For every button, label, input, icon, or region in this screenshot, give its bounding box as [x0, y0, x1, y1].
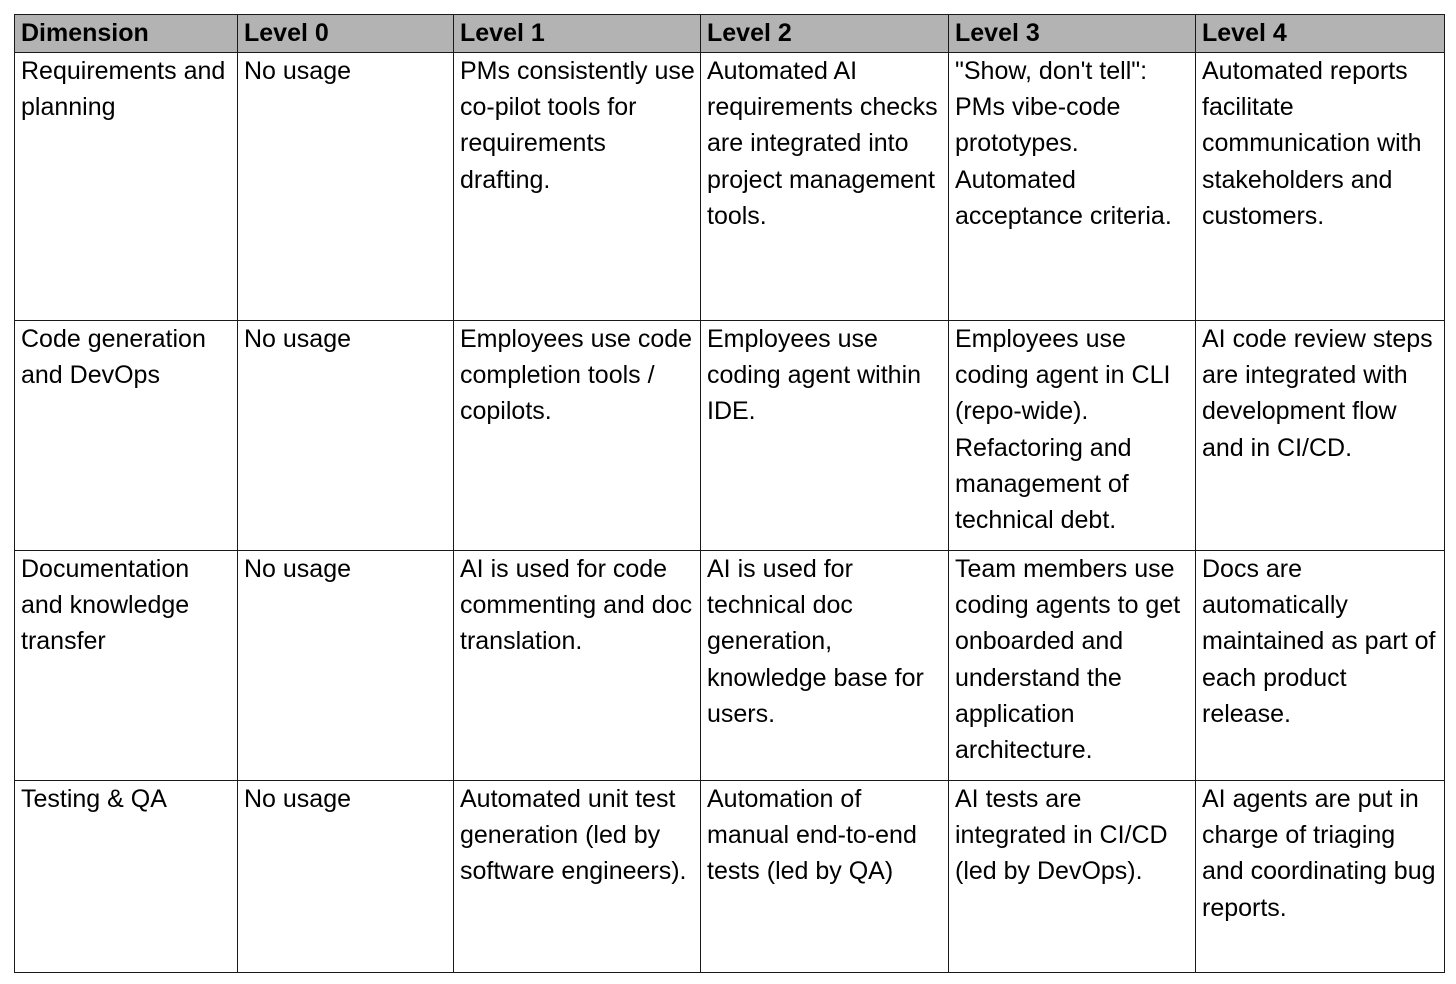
table-row: [15, 551, 1445, 781]
header-level-2: Level 2: [701, 15, 949, 53]
header-level-1: Level 1: [454, 15, 701, 53]
cell-level-3: AI tests are integrated in CI/CD (led by DevOps).: [949, 781, 1196, 973]
table-row: [15, 53, 1445, 321]
table-header: [15, 15, 1445, 53]
cell-dimension: Code generation and DevOps: [15, 321, 238, 551]
cell-level-2: Automation of manual end-to-end tests (led by QA): [701, 781, 949, 973]
table-body: [15, 53, 1445, 973]
cell-dimension: Documentation and knowledge transfer: [15, 551, 238, 781]
cell-dimension: Requirements and planning: [15, 53, 238, 321]
cell-level-4: AI agents are put in charge of triaging and coordinating bug reports.: [1196, 781, 1445, 973]
cell-level-0: No usage: [238, 781, 454, 973]
cell-level-1: PMs consistently use co-pilot tools for requirements drafting.: [454, 53, 701, 321]
cell-level-3: Employees use coding agent in CLI (repo-wide). Refactoring and management of technical debt.: [949, 321, 1196, 551]
cell-level-4: AI code review steps are integrated with development flow and in CI/CD.: [1196, 321, 1445, 551]
header-level-4: Level 4: [1196, 15, 1445, 53]
cell-level-3: Team members use coding agents to get onboarded and understand the application architecture.: [949, 551, 1196, 781]
table-row: [15, 781, 1445, 973]
header-dimension: Dimension: [15, 15, 238, 53]
cell-level-2: AI is used for technical doc generation, knowledge base for users.: [701, 551, 949, 781]
header-level-3: Level 3: [949, 15, 1196, 53]
cell-level-3: "Show, don't tell": PMs vibe-code prototypes. Automated acceptance criteria.: [949, 53, 1196, 321]
maturity-table: [14, 14, 1445, 973]
cell-level-4: Automated reports facilitate communication with stakeholders and customers.: [1196, 53, 1445, 321]
cell-level-0: No usage: [238, 53, 454, 321]
cell-level-1: Employees use code completion tools / copilots.: [454, 321, 701, 551]
cell-level-1: Automated unit test generation (led by software engineers).: [454, 781, 701, 973]
header-level-0: Level 0: [238, 15, 454, 53]
cell-dimension: Testing & QA: [15, 781, 238, 973]
header-row: [15, 15, 1445, 53]
cell-level-2: Automated AI requirements checks are integrated into project management tools.: [701, 53, 949, 321]
cell-level-1: AI is used for code commenting and doc translation.: [454, 551, 701, 781]
table-row: [15, 321, 1445, 551]
cell-level-0: No usage: [238, 321, 454, 551]
cell-level-2: Employees use coding agent within IDE.: [701, 321, 949, 551]
cell-level-0: No usage: [238, 551, 454, 781]
cell-level-4: Docs are automatically maintained as part of each product release.: [1196, 551, 1445, 781]
